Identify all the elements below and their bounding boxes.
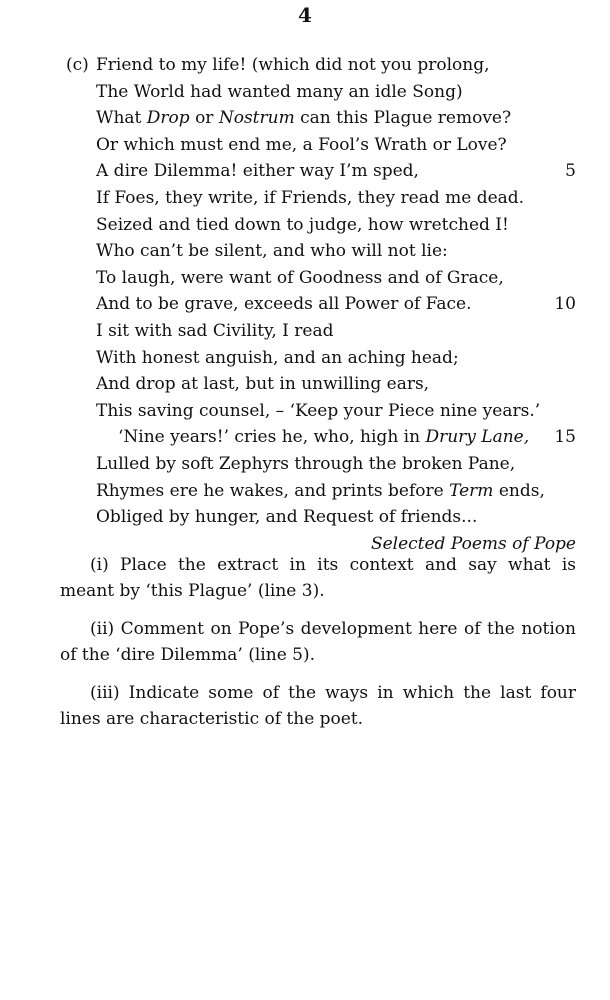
line-segment: Lulled by soft Zephyrs through the broken Pane, — [96, 453, 516, 474]
line-number: 5 — [565, 161, 576, 182]
extract-label: (c) — [66, 55, 89, 75]
poem-line — [0, 212, 610, 239]
poem-line — [0, 371, 610, 398]
poem-line-text — [96, 451, 515, 478]
line-segment: And to be grave, exceeds all Power of Face. — [96, 294, 472, 315]
line-segment: ‘Nine years!’ cries he, who, high in — [118, 427, 426, 448]
line-number: 10 — [554, 294, 576, 315]
poem-line — [0, 52, 610, 79]
poem-line — [0, 132, 610, 159]
line-segment: Obliged by hunger, and Request of friends... — [96, 507, 478, 528]
line-segment: This saving counsel, – ‘Keep your Piece nine years.’ — [96, 400, 541, 421]
poem-line — [0, 185, 610, 212]
poem-line-text — [96, 105, 511, 132]
poem-line-text — [96, 132, 507, 159]
poem-line — [0, 478, 610, 505]
line-segment: With honest anguish, and an aching head; — [96, 347, 459, 368]
poem-line-text — [96, 185, 524, 212]
page-number: 4 — [298, 3, 312, 27]
line-segment: Rhymes ere he wakes, and prints before — [96, 480, 450, 501]
italic-phrase: Nostrum — [218, 108, 295, 129]
line-segment: I sit with sad Civility, I read — [96, 320, 334, 341]
poem-line-text — [96, 79, 463, 106]
line-segment: Or which must end me, a Fool’s Wrath or Love? — [96, 134, 507, 155]
questions-list — [60, 552, 576, 744]
poem-line — [0, 158, 610, 185]
question-item: (iii) Indicate some of the ways in which the last four lines are characteristic of the poet. — [60, 683, 576, 729]
poem-line-text — [96, 398, 540, 425]
line-segment: Friend to my life! (which did not you prolong, — [96, 55, 490, 75]
poem-line-text — [96, 158, 419, 185]
line-segment: can this Plague remove? — [294, 108, 512, 129]
poem-line — [0, 105, 610, 132]
poem-line-text — [96, 238, 448, 265]
line-segment: To laugh, were want of Goodness and of Grace, — [96, 267, 504, 288]
attribution: Selected Poems of Pope — [370, 533, 576, 554]
line-segment: Who can’t be silent, and who will not lie: — [96, 241, 448, 262]
poem-line-text — [96, 291, 471, 318]
poem-line-text — [96, 318, 334, 345]
poem-line-text — [96, 345, 459, 372]
question-item: (i) Place the extract in its context and say what is meant by ‘this Plague’ (line 3). — [60, 555, 576, 601]
line-number: 15 — [554, 427, 576, 448]
poem-line-text — [96, 265, 504, 292]
poem-line — [0, 398, 610, 425]
poem-line — [0, 424, 610, 451]
poem-line-text — [96, 212, 509, 239]
italic-phrase: Term — [449, 480, 494, 501]
poem-line-text — [96, 504, 477, 531]
line-segment: or — [189, 108, 219, 129]
poem-line-text — [118, 424, 529, 451]
poem-line-text — [96, 52, 490, 79]
poem-line — [0, 238, 610, 265]
poem-line — [0, 318, 610, 345]
line-segment: ends, — [493, 480, 545, 501]
poem-line — [0, 451, 610, 478]
poem-line — [0, 265, 610, 292]
poem-line — [0, 345, 610, 372]
poem-line-text — [96, 371, 429, 398]
poem-line — [0, 79, 610, 106]
line-segment: A dire Dilemma! either way I’m sped, — [96, 161, 419, 182]
poem-extract — [0, 52, 610, 557]
italic-phrase: Drury Lane, — [425, 427, 530, 448]
line-segment: Seized and tied down to judge, how wretched I! — [96, 214, 509, 235]
line-segment: What — [96, 108, 147, 129]
question-item: (ii) Comment on Pope’s development here of the notion of the ‘dire Dilemma’ (line 5). — [60, 619, 576, 665]
line-segment: The World had wanted many an idle Song) — [96, 81, 463, 102]
poem-line — [0, 291, 610, 318]
line-segment: And drop at last, but in unwilling ears, — [96, 374, 430, 395]
italic-phrase: Drop — [146, 108, 190, 129]
poem-line — [0, 504, 610, 531]
line-segment: If Foes, they write, if Friends, they read me dead. — [96, 187, 525, 208]
poem-line-text — [96, 478, 545, 505]
